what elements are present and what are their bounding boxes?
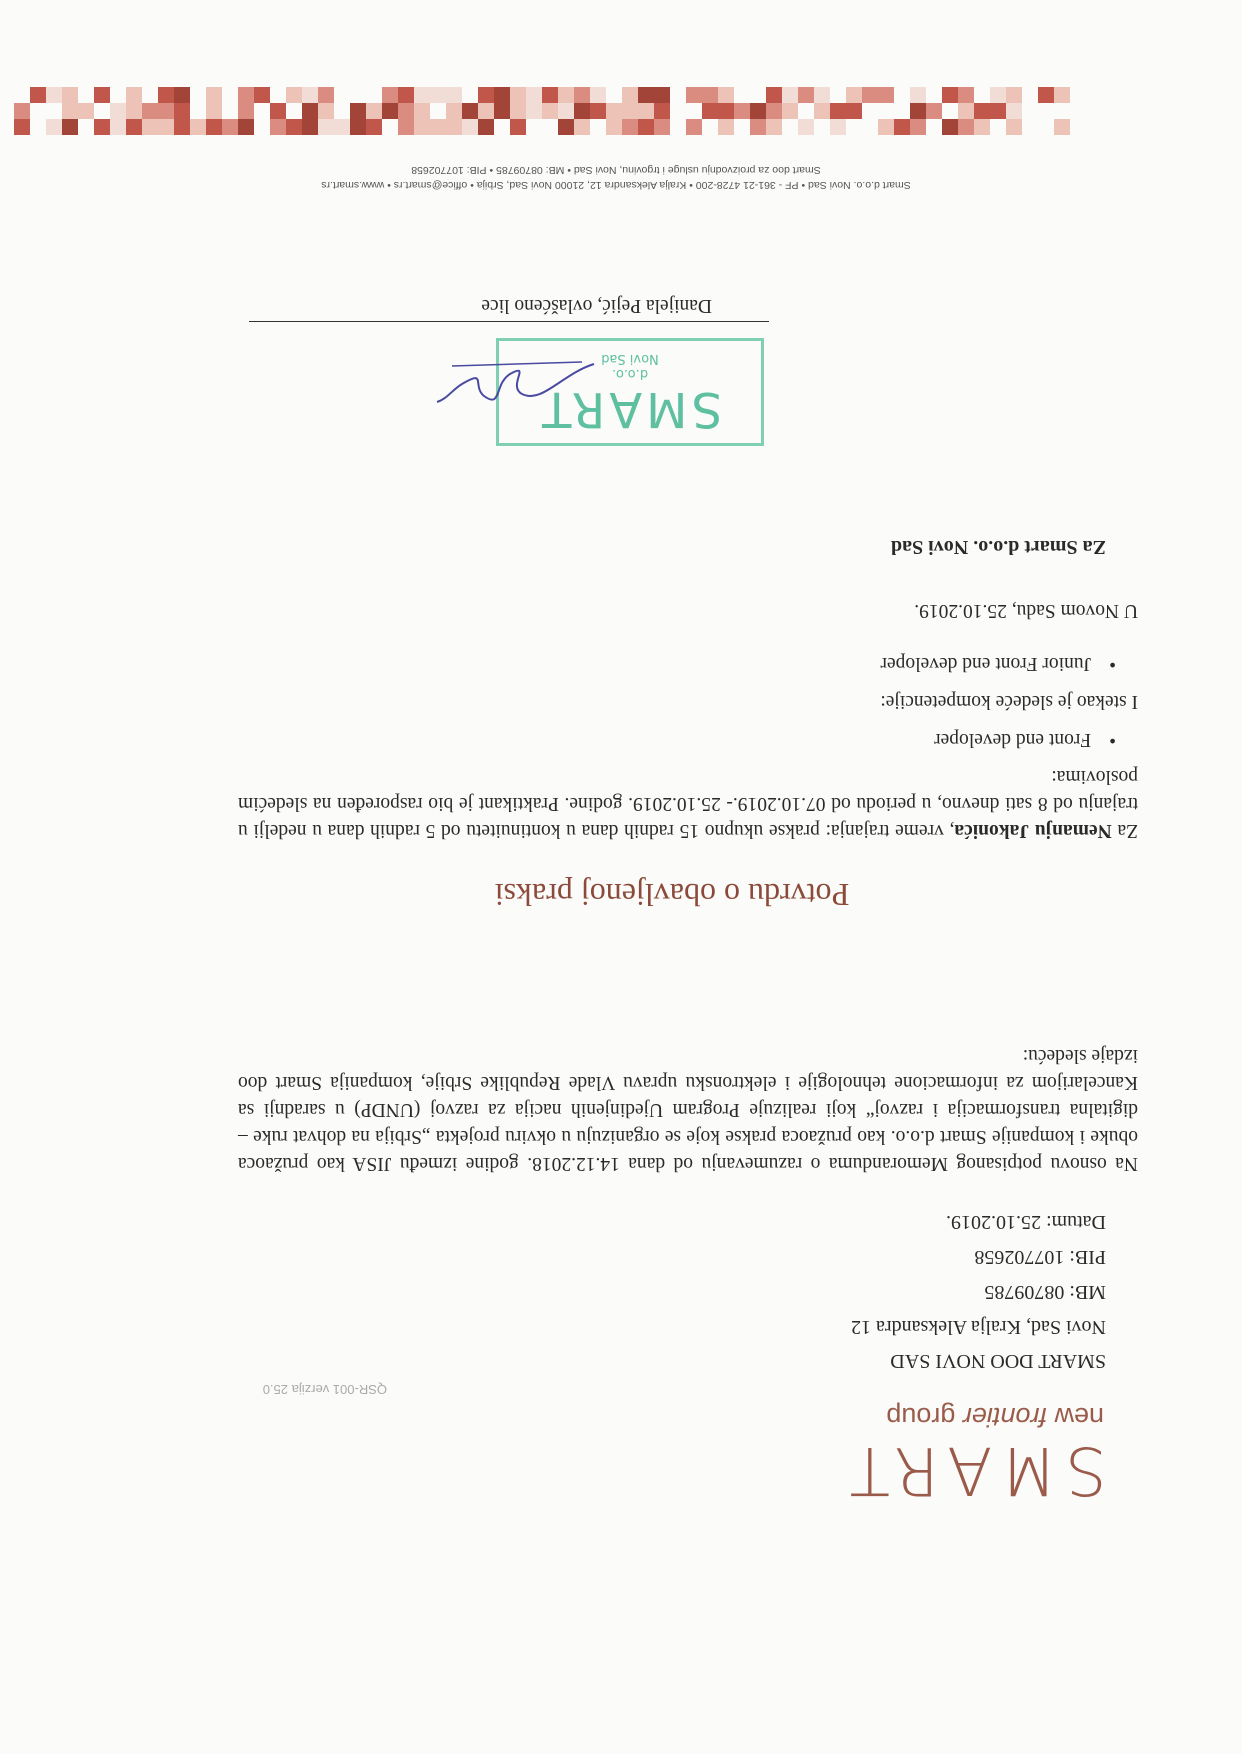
pattern-tile — [174, 119, 190, 135]
place-date: U Novom Sadu, 25.10.2019. — [914, 600, 1138, 621]
pattern-tile — [142, 119, 158, 135]
pattern-tile — [110, 103, 126, 119]
pattern-tile — [622, 87, 638, 103]
pattern-tile — [766, 103, 782, 119]
pattern-tile — [910, 103, 926, 119]
pattern-tile — [638, 103, 654, 119]
pattern-tile — [510, 119, 526, 135]
pattern-tile — [158, 87, 174, 103]
document-reference: QSR-001 verzija 25.0 — [262, 1382, 387, 1397]
pattern-tile — [142, 103, 158, 119]
pattern-tile — [510, 87, 526, 103]
pattern-tile — [238, 87, 254, 103]
pattern-tile — [494, 87, 510, 103]
pattern-tile — [446, 87, 462, 103]
pattern-tile — [542, 87, 558, 103]
pattern-tile — [302, 103, 318, 119]
logo-wordmark: SMART — [841, 1432, 1107, 1509]
pattern-tile — [910, 119, 926, 135]
pattern-tile — [350, 119, 366, 135]
pattern-tile — [446, 119, 462, 135]
pattern-tile — [606, 119, 622, 135]
pattern-tile — [830, 119, 846, 135]
pattern-tile — [622, 103, 638, 119]
body-paragraph: Za Nemanju Jakonića, vreme trajanja: prakse ukupno 15 radnih dana u kontinuitetu od 5 radnih dana u nedelji u trajanju od 8 sati dnevno, u periodu od 07.10.2019.- 25.10.2019. godine. Praktikant je bio raspoređen na sledećim poslovima: — [238, 766, 1138, 841]
pattern-tile — [62, 103, 78, 119]
pattern-tile — [542, 103, 558, 119]
pattern-tile — [1006, 119, 1022, 135]
pattern-tile — [110, 119, 126, 135]
pattern-tile — [334, 119, 350, 135]
pattern-tile — [446, 103, 462, 119]
signoff: Za Smart d.o.o. Novi Sad — [890, 536, 1106, 558]
pattern-tile — [702, 87, 718, 103]
pattern-tile — [782, 87, 798, 103]
pattern-tile — [814, 103, 830, 119]
document-title: Potvrdu o obavljenoj praksi — [494, 877, 850, 913]
logo-tagline: new frontier group — [886, 1402, 1104, 1432]
footer-line-2: Smart doo za proizvodnju usluge i trgovinu, Novi Sad • MB: 08709785 • PIB: 107702658 — [411, 164, 821, 176]
pattern-tile — [974, 103, 990, 119]
pattern-tile — [350, 103, 366, 119]
pattern-tile — [782, 103, 798, 119]
pattern-tile — [414, 103, 430, 119]
pattern-tile — [766, 119, 782, 135]
pattern-tile — [910, 87, 926, 103]
pattern-tile — [190, 119, 206, 135]
decorative-pattern — [0, 86, 1072, 136]
pattern-tile — [94, 119, 110, 135]
pattern-tile — [158, 103, 174, 119]
pattern-tile — [638, 119, 654, 135]
pattern-tile — [766, 87, 782, 103]
pattern-tile — [78, 103, 94, 119]
pattern-tile — [958, 87, 974, 103]
pattern-tile — [830, 103, 846, 119]
pattern-tile — [302, 87, 318, 103]
pattern-tile — [686, 119, 702, 135]
pattern-tile — [990, 87, 1006, 103]
pattern-tile — [942, 87, 958, 103]
signatory: Danijela Pejić, ovlašćeno lice — [481, 295, 712, 316]
pattern-tile — [750, 119, 766, 135]
pattern-tile — [942, 119, 958, 135]
pattern-tile — [622, 119, 638, 135]
pattern-tile — [318, 103, 334, 119]
pattern-tile — [798, 119, 814, 135]
pattern-tile — [718, 119, 734, 135]
pattern-tile — [1006, 103, 1022, 119]
pattern-tile — [398, 119, 414, 135]
pattern-tile — [654, 87, 670, 103]
pattern-tile — [478, 119, 494, 135]
pattern-tile — [238, 119, 254, 135]
pattern-tile — [526, 87, 542, 103]
pattern-tile — [686, 87, 702, 103]
pattern-tile — [558, 119, 574, 135]
pattern-tile — [1038, 87, 1054, 103]
pattern-tile — [254, 87, 270, 103]
pattern-tile — [46, 87, 62, 103]
pattern-tile — [126, 119, 142, 135]
pattern-tile — [590, 87, 606, 103]
pattern-tile — [958, 103, 974, 119]
pattern-tile — [862, 87, 878, 103]
pattern-tile — [654, 119, 670, 135]
pattern-tile — [414, 87, 430, 103]
pattern-tile — [238, 103, 254, 119]
pattern-tile — [366, 103, 382, 119]
pattern-tile — [990, 103, 1006, 119]
pattern-tile — [414, 119, 430, 135]
pattern-tile — [574, 119, 590, 135]
pattern-tile — [974, 119, 990, 135]
pattern-tile — [798, 87, 814, 103]
competence-item: • Junior Front end developer — [881, 652, 1117, 674]
pattern-tile — [318, 119, 334, 135]
pattern-tile — [398, 103, 414, 119]
pattern-tile — [846, 103, 862, 119]
pattern-tile — [30, 87, 46, 103]
pattern-tile — [126, 103, 142, 119]
pattern-tile — [750, 103, 766, 119]
pattern-tile — [158, 119, 174, 135]
pattern-tile — [206, 103, 222, 119]
pattern-tile — [478, 103, 494, 119]
pattern-tile — [222, 119, 238, 135]
company-stamp: SMART d.o.o. Novi Sad — [496, 338, 764, 446]
pattern-tile — [526, 103, 542, 119]
pattern-tile — [718, 87, 734, 103]
pattern-tile — [206, 87, 222, 103]
pattern-tile — [878, 87, 894, 103]
pattern-tile — [14, 103, 30, 119]
pattern-tile — [398, 87, 414, 103]
footer-line-1: Smart d.o.o. Novi Sad • PF - 361-21 4728-200 • Kralja Aleksandra 12, 21000 Novi Sad, Srbija • office@smart.rs • www.smart.rs — [321, 179, 911, 191]
pattern-tile — [430, 119, 446, 135]
pattern-tile — [478, 87, 494, 103]
pattern-tile — [126, 87, 142, 103]
pattern-tile — [510, 103, 526, 119]
pattern-tile — [14, 119, 30, 135]
pattern-tile — [1006, 87, 1022, 103]
pattern-tile — [894, 119, 910, 135]
pattern-tile — [574, 87, 590, 103]
competence-intro: I stekao je sledeće kompetencije: — [880, 691, 1138, 712]
pattern-tile — [590, 103, 606, 119]
pattern-tile — [174, 87, 190, 103]
pattern-tile — [318, 87, 334, 103]
pattern-tile — [286, 119, 302, 135]
pattern-tile — [926, 103, 942, 119]
pattern-tile — [46, 119, 62, 135]
pattern-tile — [494, 103, 510, 119]
pattern-tile — [302, 119, 318, 135]
pattern-tile — [958, 119, 974, 135]
pattern-tile — [734, 103, 750, 119]
signature — [432, 344, 602, 424]
pattern-tile — [382, 103, 398, 119]
pattern-tile — [814, 87, 830, 103]
pattern-tile — [430, 87, 446, 103]
pattern-tile — [270, 119, 286, 135]
pattern-tile — [94, 87, 110, 103]
pattern-tile — [382, 87, 398, 103]
pattern-tile — [286, 87, 302, 103]
signature-line — [249, 321, 769, 322]
intern-name: Nemanju Jakonića — [954, 820, 1112, 841]
pattern-tile — [174, 103, 190, 119]
pattern-tile — [606, 103, 622, 119]
pattern-tile — [574, 103, 590, 119]
pattern-tile — [558, 103, 574, 119]
pattern-tile — [462, 119, 478, 135]
pattern-tile — [846, 87, 862, 103]
pattern-tile — [654, 103, 670, 119]
company-pib: PIB: 107702658 — [974, 1246, 1106, 1268]
pattern-tile — [62, 119, 78, 135]
pattern-tile — [1054, 119, 1070, 135]
pattern-tile — [366, 119, 382, 135]
company-address: Novi Sad, Kralja Aleksandra 12 — [851, 1316, 1106, 1338]
pattern-tile — [206, 119, 222, 135]
company-name: SMART DOO NOVI SAD — [890, 1350, 1106, 1372]
company-mb: MB: 08709785 — [984, 1281, 1106, 1303]
pattern-tile — [638, 87, 654, 103]
pattern-tile — [1054, 87, 1070, 103]
pattern-tile — [62, 87, 78, 103]
document-date: Datum: 25.10.2019. — [946, 1211, 1106, 1233]
pattern-tile — [270, 103, 286, 119]
pattern-tile — [462, 103, 478, 119]
pattern-tile — [558, 87, 574, 103]
pattern-tile — [702, 103, 718, 119]
pattern-tile — [878, 119, 894, 135]
intro-paragraph: Na osnovu potpisanog Memoranduma o razumevanju od dana 14.12.2018. godine između JISA kao pružaoca obuke i kompanije Smart d.o.o. kao pružaoca prakse koje se organizuju u okviru projekta „Srbija na dohvat ruke – digitalna transformacija i razvoj“ koji realizuje Program Ujedinjenih nacija za razvoj (UNDP) u saradnji sa Kancelarijom za informacione tehnologije i elektronsku upravu Vlade Republike Srbije, kompanija Smart doo izdaje sledeću: — [238, 1045, 1138, 1174]
pattern-tile — [718, 103, 734, 119]
position-item: • Front end developer — [934, 728, 1116, 750]
